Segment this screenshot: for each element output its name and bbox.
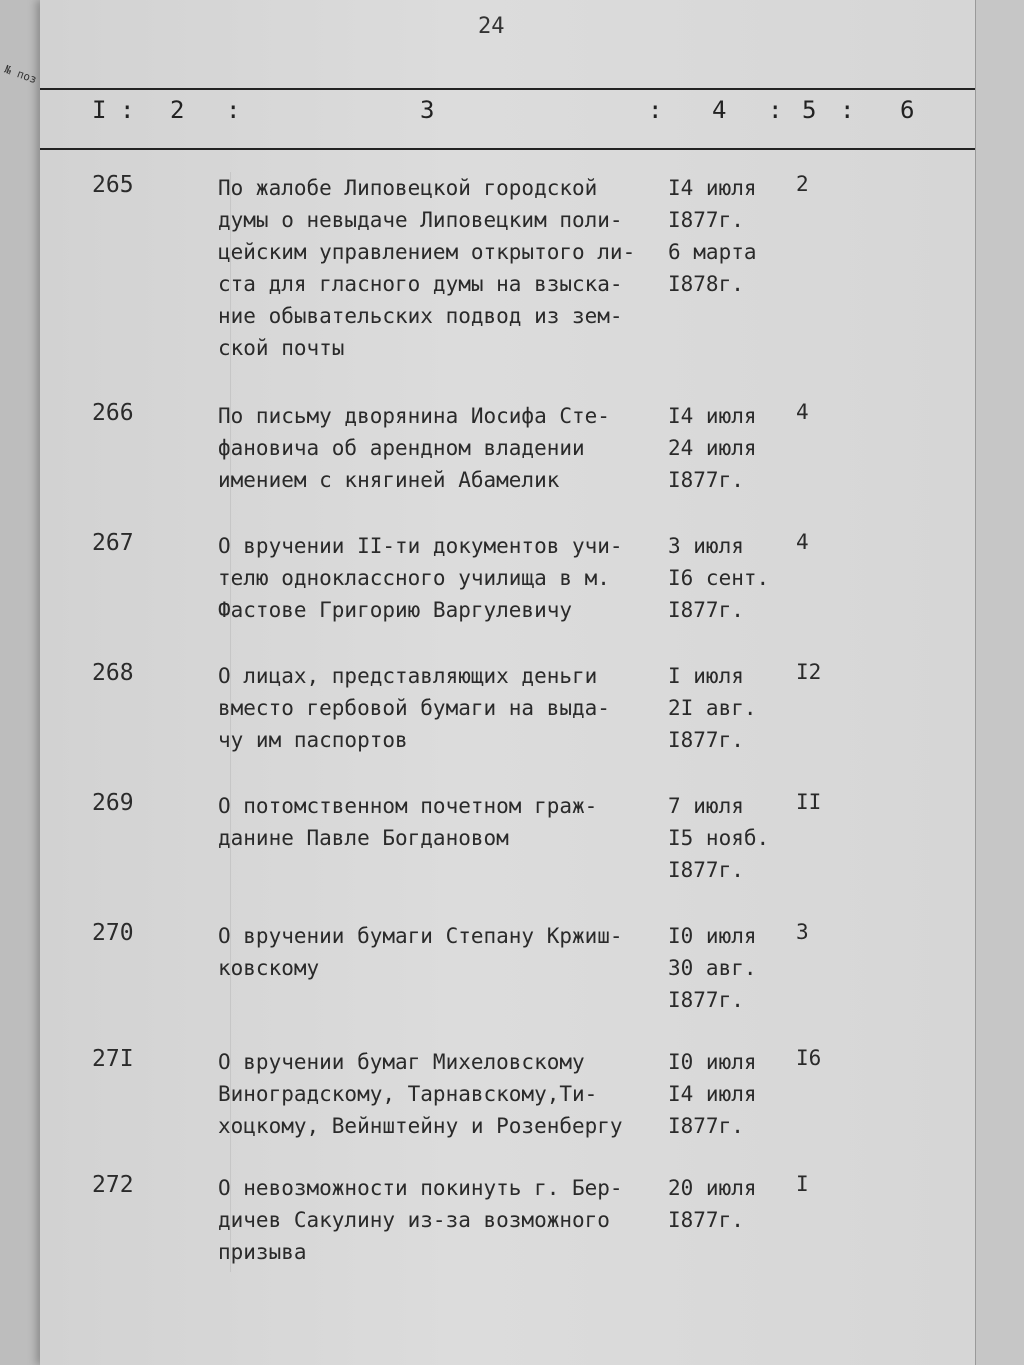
header-sep-2: : [226, 96, 241, 124]
entry-number: 265 [92, 172, 134, 198]
entry-sheet-count: 4 [796, 530, 809, 554]
entry-dates: 20 июля I877г. [668, 1176, 757, 1232]
entry-dates: I4 июля 24 июля I877г. [668, 404, 757, 492]
header-col-4: 4 [712, 96, 727, 124]
entry-dates: I0 июля 30 авг. I877г. [668, 924, 757, 1012]
header-sep-5: : [840, 96, 855, 124]
entry-sheet-count: I6 [796, 1046, 822, 1070]
entry-title: О вручении бумаги Степану Кржиш- ковскому [218, 924, 623, 980]
entry-sheet-count: I2 [796, 660, 822, 684]
entry-number: 270 [92, 920, 134, 946]
page-number: 24 [478, 14, 505, 39]
entry-dates: I0 июля I4 июля I877г. [668, 1050, 757, 1138]
right-page-edge [975, 0, 1024, 1365]
header-top-rule [40, 88, 975, 90]
entry-number: 266 [92, 400, 134, 426]
header-sep-4: : [768, 96, 783, 124]
entry-number: 269 [92, 790, 134, 816]
entry-sheet-count: II [796, 790, 822, 814]
header-col-2: 2 [170, 96, 185, 124]
header-col-3: 3 [420, 96, 435, 124]
entry-title: По жалобе Липовецкой городской думы о невыдаче Липовецким поли- цейским управлением открытого ли- ста для гласного думы на взыска- ние обывательских подвод из зем- ской почты [218, 176, 636, 360]
header-sep-3: : [648, 96, 663, 124]
entry-sheet-count: I [796, 1172, 809, 1196]
entry-title: О вручении бумаг Михеловскому Виноградскому, Тарнавскому,Ти- хоцкому, Вейнштейну и Розенбергу [218, 1050, 623, 1138]
archive-page [40, 0, 975, 1365]
left-page-edge [0, 0, 40, 1365]
entry-title: О невозможности покинуть г. Бер- дичев Сакулину из-за возможного призыва [218, 1176, 623, 1264]
edge-mark: № поз [2, 62, 39, 87]
entry-dates: I4 июля I877г. 6 марта I878г. [668, 176, 757, 296]
entry-number: 268 [92, 660, 134, 686]
header-col-1: I [92, 96, 107, 124]
entry-number: 272 [92, 1172, 134, 1198]
entry-dates: I июля 2I авг. I877г. [668, 664, 757, 752]
entry-title: О вручении II-ти документов учи- телю одноклассного училища в м. Фастове Григорию Варгулевичу [218, 534, 623, 622]
entry-number: 267 [92, 530, 134, 556]
entry-dates: 7 июля I5 нояб. I877г. [668, 794, 770, 882]
header-sep-1: : [120, 96, 135, 124]
entry-sheet-count: 4 [796, 400, 809, 424]
entry-sheet-count: 2 [796, 172, 809, 196]
entry-dates: 3 июля I6 сент. I877г. [668, 534, 770, 622]
entry-title: О лицах, представляющих деньги вместо гербовой бумаги на выда- чу им паспортов [218, 664, 610, 752]
header-col-5: 5 [802, 96, 817, 124]
header-bottom-rule [40, 148, 975, 150]
header-col-6: 6 [900, 96, 915, 124]
entry-title: По письму дворянина Иосифа Сте- фановича об арендном владении имением с княгиней Абамелик [218, 404, 610, 492]
entry-title: О потомственном почетном граж- данине Павле Богдановом [218, 794, 598, 850]
entry-number: 27I [92, 1046, 134, 1072]
entry-sheet-count: 3 [796, 920, 809, 944]
